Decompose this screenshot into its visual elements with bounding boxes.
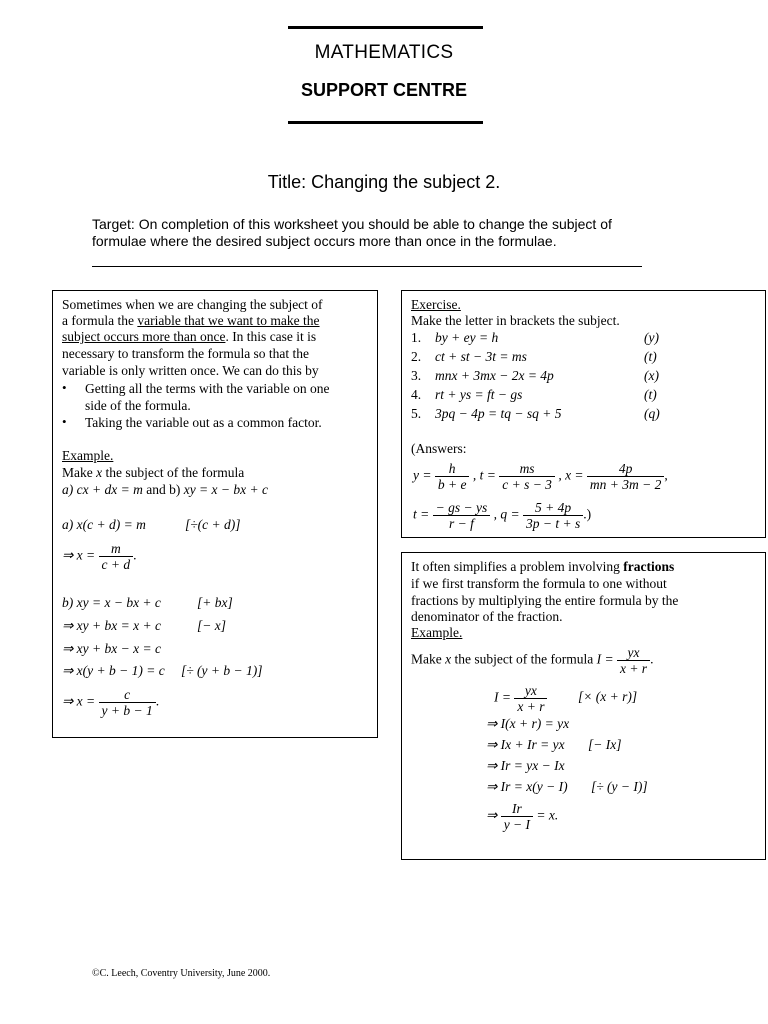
fractions-final: ⇒ $\frac{Ir}{y - I}$ = x.: [486, 801, 559, 832]
intro-line-5: variable is only written once. We can do this by: [62, 363, 319, 378]
exercise-instruction: Make the letter in brackets the subject.: [411, 313, 620, 328]
fractions-step-1-note: [× (x + r)]: [578, 689, 638, 704]
example-formulas: a) cx + dx = m and b) xy = x − bx + c: [62, 482, 268, 497]
exercise-item-number: 1.: [411, 330, 422, 345]
fractions-step-3: ⇒ Ix + Ir = yx: [486, 737, 565, 752]
bullet-1-line-1: Getting all the terms with the variable on one: [85, 381, 330, 396]
intro-line-4: necessary to transform the formula so that the: [62, 346, 310, 361]
bullet-icon: •: [62, 414, 67, 429]
header-top-rule: [288, 26, 483, 29]
answers-row-1: y = $\frac{h}{b + e}$ , t = $\frac{ms}{c + s - 3}$ , x = $\frac{4p}{mn + 3m - 2}$ ,: [413, 461, 668, 492]
left-explanation-box: [52, 290, 378, 738]
part-a-note-1: [÷(c + d)]: [185, 517, 241, 532]
exercise-item-variable: (y): [644, 330, 659, 345]
fractions-line-2: if we first transform the formula to one without: [411, 576, 667, 591]
fractions-step-5-note: [÷ (y − I)]: [591, 779, 648, 794]
fractions-box: [401, 552, 766, 860]
intro-line-2: a formula the variable that we want to make the: [62, 313, 320, 328]
intro-underline-2: subject occurs more than once: [62, 329, 226, 344]
fractions-line-4: denominator of the fraction.: [411, 609, 563, 624]
fractions-step-2: ⇒ I(x + r) = yx: [486, 716, 570, 731]
exercise-item-equation: ct + st − 3t = ms: [435, 349, 527, 364]
answers-label: (Answers:: [411, 441, 467, 456]
answer-q-fraction: $\frac{5 + 4p}{3p - t + s}$: [523, 500, 583, 531]
part-a-step-1: a) x(c + d) = m: [62, 517, 146, 532]
intro-line-3: subject occurs more than once. In this case it is: [62, 329, 317, 344]
fractions-step-3-note: [− Ix]: [588, 737, 622, 752]
exercise-heading: Exercise.: [411, 297, 461, 312]
part-b-result: ⇒ x = $\frac{c}{y + b - 1}$ .: [62, 687, 160, 718]
header-mathematics: MATHEMATICS: [314, 42, 454, 63]
exercise-item-equation: rt + ys = ft − gs: [435, 387, 523, 402]
exercise-item-variable: (q): [644, 406, 660, 421]
header-bottom-rule: [288, 121, 483, 124]
exercise-item-number: 3.: [411, 368, 422, 383]
exercise-item-variable: (t): [644, 387, 657, 402]
part-b-step-3: ⇒ xy + bx − x = c: [62, 641, 161, 656]
copyright-footer: ©C. Leech, Coventry University, June 2000.: [92, 968, 271, 979]
answers-row-2: t = $\frac{- gs - ys}{r - f}$ , q = $\frac{5 + 4p}{3p - t + s}$ .): [413, 500, 592, 531]
bullet-1-line-2: side of the formula.: [85, 398, 191, 413]
fractions-line-3: fractions by multiplying the entire formula by the: [411, 593, 679, 608]
fractions-line-1: It often simplifies a problem involving fractions: [411, 559, 675, 574]
page-title: Title: Changing the subject 2.: [267, 172, 501, 192]
exercise-item-equation: 3pq − 4p = tq − sq + 5: [435, 406, 562, 421]
exercise-item-number: 4.: [411, 387, 422, 402]
part-b-step-1: b) xy = x − bx + c: [62, 595, 161, 610]
bullet-2: Taking the variable out as a common factor.: [85, 415, 322, 430]
fractions-step-1: I = $\frac{yx}{x + r}$: [494, 683, 547, 714]
part-b-note-1: [+ bx]: [197, 595, 233, 610]
part-b-step-4: ⇒ x(y + b − 1) = c: [62, 663, 165, 678]
answer-y-fraction: $\frac{h}{b + e}$: [435, 461, 470, 492]
part-b-step-2: ⇒ xy + bx = x + c: [62, 618, 161, 633]
answer-x-fraction: $\frac{4p}{mn + 3m - 2}$: [587, 461, 664, 492]
part-b-note-4: [÷ (y + b − 1)]: [181, 663, 263, 678]
exercise-item-number: 2.: [411, 349, 422, 364]
exercise-item-variable: (t): [644, 349, 657, 364]
bullet-icon: •: [62, 380, 67, 395]
part-a-result: ⇒ x = $\frac{m}{c + d}$ .: [62, 541, 137, 572]
header-support-centre: SUPPORT CENTRE: [300, 80, 468, 100]
exercise-box: [401, 290, 766, 538]
example-heading: Example.: [62, 448, 114, 463]
target-line-2: formulae where the desired subject occurs more than once in the formulae.: [92, 233, 557, 249]
exercise-item-equation: mnx + 3mx − 2x = 4p: [435, 368, 554, 383]
part-b-note-2: [− x]: [197, 618, 226, 633]
target-line-1: Target: On completion of this worksheet you should be able to change the subject of: [92, 216, 612, 232]
exercise-item-variable: (x): [644, 368, 659, 383]
example-intro: Make x the subject of the formula: [62, 465, 245, 480]
fractions-step-4: ⇒ Ir = yx − Ix: [486, 758, 565, 773]
answer-t-fraction: $\frac{ms}{c + s - 3}$: [499, 461, 555, 492]
exercise-item-equation: by + ey = h: [435, 330, 499, 345]
intro-underline-1: variable that we want to make the: [137, 313, 320, 328]
fractions-step-5: ⇒ Ir = x(y − I): [486, 779, 568, 794]
target-text: [92, 216, 692, 250]
target-divider: [92, 266, 642, 267]
exercise-item-number: 5.: [411, 406, 422, 421]
fractions-example-heading: Example.: [411, 625, 463, 640]
intro-line-1: Sometimes when we are changing the subject of: [62, 297, 323, 312]
answer-t2-fraction: $\frac{- gs - ys}{r - f}$: [433, 500, 491, 531]
fractions-make-subject: Make x the subject of the formula I = $\frac{yx}{x + r}$ .: [411, 645, 654, 676]
